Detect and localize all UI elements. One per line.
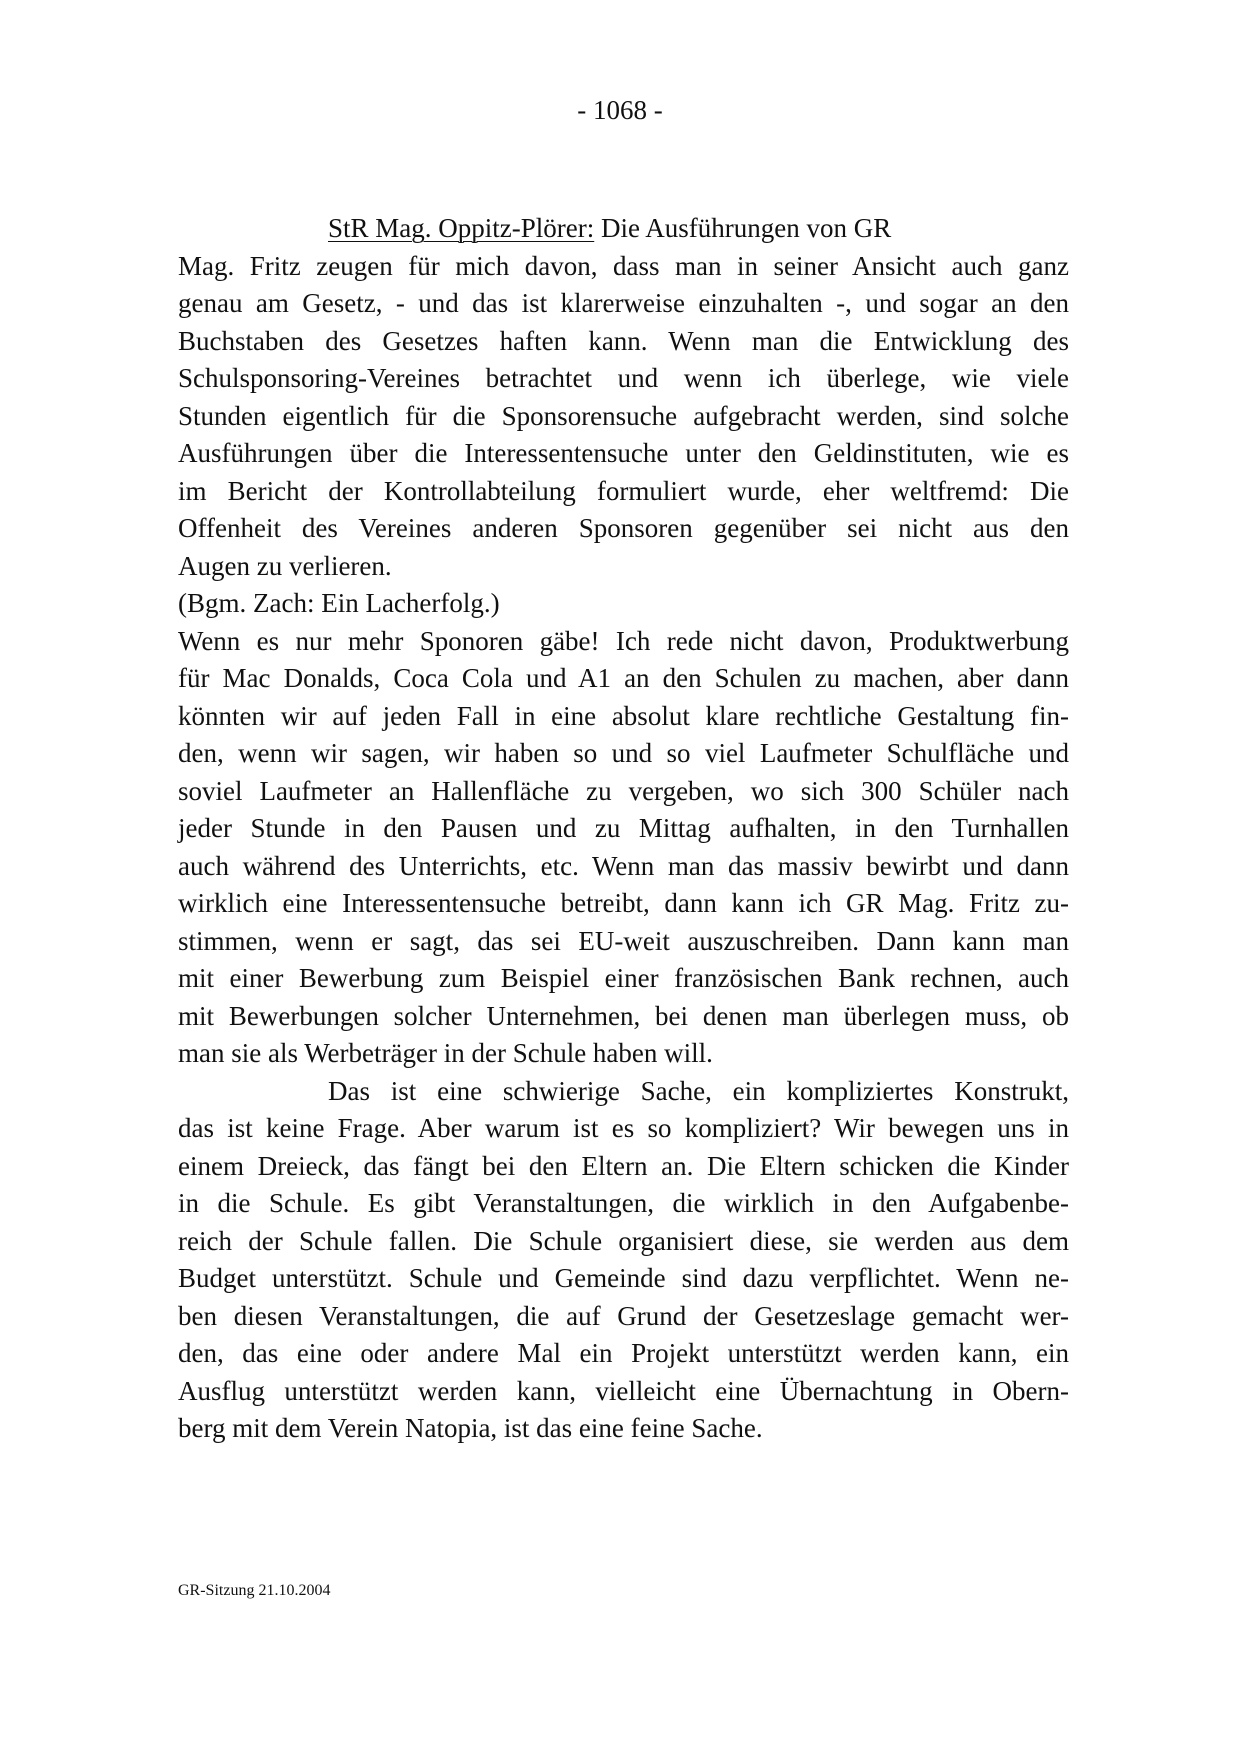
paragraph-2-line: könnten wir auf jeden Fall in eine absolut klare rechtliche Gestaltung fin- — [178, 701, 1069, 731]
paragraph-2-line: wirklich eine Interessentensuche betreibt, dann kann ich GR Mag. Fritz zu- — [178, 888, 1069, 918]
page-number: - 1068 - — [577, 95, 663, 125]
paragraph-2-line: für Mac Donalds, Coca Cola und A1 an den Schulen zu machen, aber dann — [178, 663, 1069, 693]
paragraph-1-line: Buchstaben des Gesetzes haften kann. Wenn man die Entwicklung des — [178, 326, 1069, 356]
paragraph-1-line: Ausführungen über die Interessentensuche unter den Geldinstituten, wie es — [178, 438, 1069, 468]
paragraph-1-line: im Bericht der Kontrollabteilung formuliert wurde, eher weltfremd: Die — [178, 476, 1069, 506]
paragraph-1-first-line — [328, 210, 1069, 246]
paragraph-2-line: man sie als Werbeträger in der Schule haben will. — [178, 1038, 713, 1068]
paragraph-1-line: Stunden eigentlich für die Sponsorensuche aufgebracht werden, sind solche — [178, 401, 1069, 431]
paragraph-3-line: den, das eine oder andere Mal ein Projekt unterstützt werden kann, ein — [178, 1338, 1069, 1368]
paragraph-2-line: mit Bewerbungen solcher Unternehmen, bei denen man überlegen muss, ob — [178, 1001, 1069, 1031]
paragraph-3-line: in die Schule. Es gibt Veranstaltungen, die wirklich in den Aufgabenbe- — [178, 1188, 1069, 1218]
paragraph-3-line: berg mit dem Verein Natopia, ist das eine feine Sache. — [178, 1413, 763, 1443]
paragraph-1-line: Mag. Fritz zeugen für mich davon, dass man in seiner Ansicht auch ganz — [178, 251, 1069, 281]
paragraph-2-line: jeder Stunde in den Pausen und zu Mittag aufhalten, in den Turnhallen — [178, 813, 1069, 843]
paragraph-3-line: einem Dreieck, das fängt bei den Eltern an. Die Eltern schicken die Kinder — [178, 1151, 1069, 1181]
paragraph-1-line: Schulsponsoring-Vereines betrachtet und wenn ich überlege, wie viele — [178, 363, 1069, 393]
paragraph-3-line: reich der Schule fallen. Die Schule organisiert diese, sie werden aus dem — [178, 1226, 1069, 1256]
paragraph-2-line: mit einer Bewerbung zum Beispiel einer französischen Bank rechnen, auch — [178, 963, 1069, 993]
paragraph-2-line: auch während des Unterrichts, etc. Wenn man das massiv bewirbt und dann — [178, 851, 1069, 881]
speaker-name: StR Mag. Oppitz-Plörer: — [328, 213, 595, 243]
paragraph-3-line: das ist keine Frage. Aber warum ist es so kompliziert? Wir bewegen uns in — [178, 1113, 1069, 1143]
paragraph-1-line: genau am Gesetz, - und das ist klarerweise einzuhalten -, und sogar an den — [178, 288, 1069, 318]
paragraph-3-line: ben diesen Veranstaltungen, die auf Grund der Gesetzeslage gemacht wer- — [178, 1301, 1069, 1331]
paragraph-1-line: Augen zu verlieren. — [178, 551, 392, 581]
paragraph-1-first-line-text: Die Ausführungen von GR — [594, 213, 892, 243]
interjection: (Bgm. Zach: Ein Lacherfolg.) — [178, 588, 500, 618]
paragraph-3-line: Budget unterstützt. Schule und Gemeinde sind dazu verpflichtet. Wenn ne- — [178, 1263, 1069, 1293]
paragraph-2-line: Wenn es nur mehr Sponoren gäbe! Ich rede nicht davon, Produktwerbung — [178, 626, 1069, 656]
paragraph-2-line: soviel Laufmeter an Hallenfläche zu vergeben, wo sich 300 Schüler nach — [178, 776, 1069, 806]
paragraph-2-line: stimmen, wenn er sagt, das sei EU-weit auszuschreiben. Dann kann man — [178, 926, 1069, 956]
footer-session-date: GR-Sitzung 21.10.2004 — [178, 1582, 331, 1599]
paragraph-3-first-line: Das ist eine schwierige Sache, ein kompliziertes Konstrukt, — [328, 1076, 1069, 1106]
paragraph-2-line: den, wenn wir sagen, wir haben so und so viel Laufmeter Schulfläche und — [178, 738, 1069, 768]
paragraph-1-line: Offenheit des Vereines anderen Sponsoren gegenüber sei nicht aus den — [178, 513, 1069, 543]
paragraph-3-line: Ausflug unterstützt werden kann, vielleicht eine Übernachtung in Obern- — [178, 1376, 1069, 1406]
